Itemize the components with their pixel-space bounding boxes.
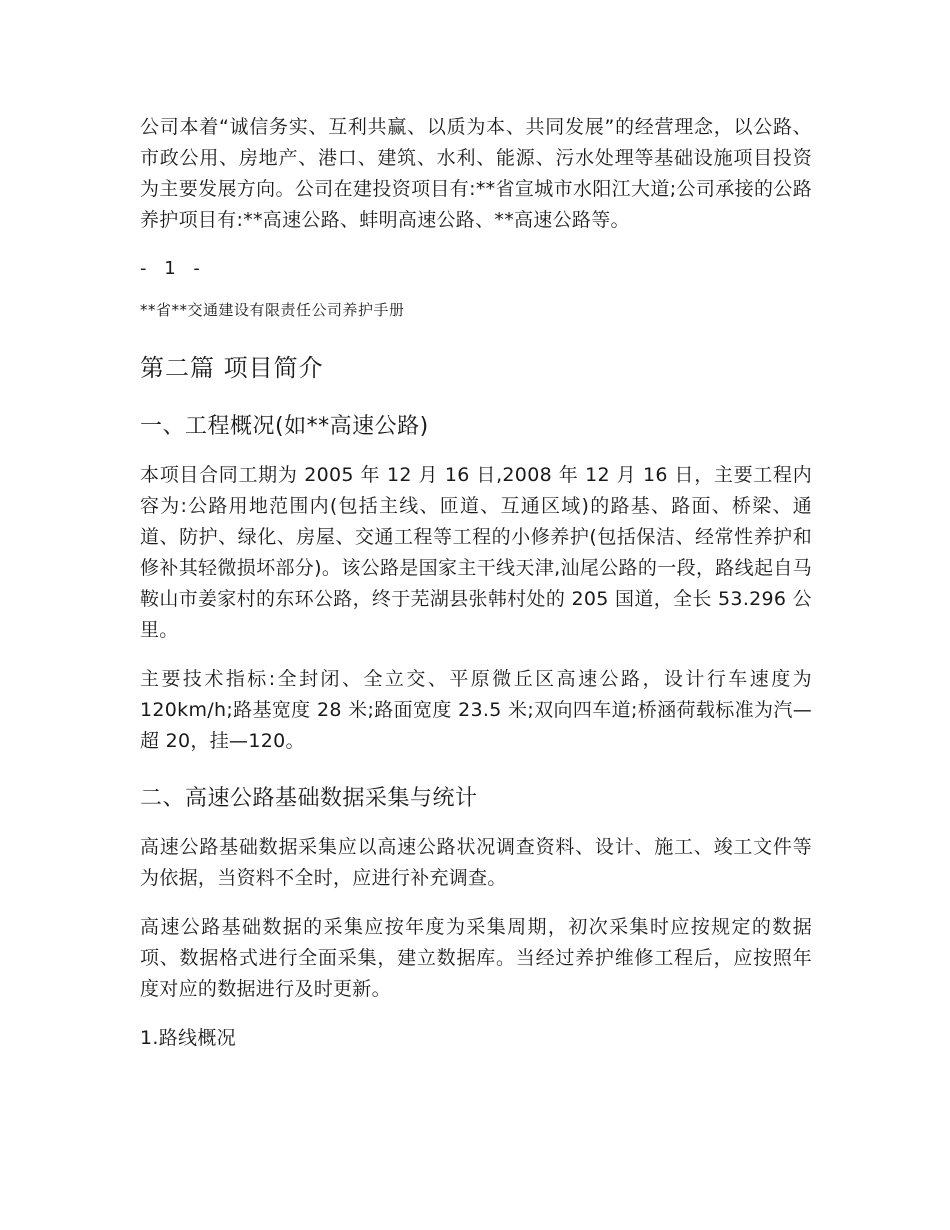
section-2-paragraph-2: 高速公路基础数据的采集应按年度为采集周期，初次采集时应按规定的数据项、数据格式进行全面采集，建立数据库。当经过养护维修工程后，应按照年度对应的数据进行及时更新。 [140, 916, 812, 1000]
page-number: - 1 - [140, 258, 206, 279]
section-1-paragraph-2: 主要技术指标:全封闭、全立交、平原微丘区高速公路，设计行车速度为 120km/h;路基宽度 28 米;路面宽度 23.5 米;双向四车道;桥涵荷载标准为汽—超 20，挂—120。 [140, 668, 812, 752]
section-2-paragraph-1: 高速公路基础数据采集应以高速公路状况调查资料、设计、施工、竣工文件等为依据，当资料不全时，应进行补充调查。 [140, 836, 812, 889]
section-1-title: 一、工程概况(如**高速公路) [140, 414, 429, 439]
running-header: **省**交通建设有限责任公司养护手册 [140, 301, 405, 319]
part-title: 第二篇 项目简介 [140, 354, 324, 382]
section-1-paragraph-1: 本项目合同工期为 2005 年 12 月 16 日,2008 年 12 月 16 日，主要工程内容为:公路用地范围内(包括主线、匝道、互通区域)的路基、路面、桥梁、通道、防护、绿化、房屋、交通工程等工程的小修养护(包括保洁、经常性养护和修补其轻微损坏部分)。该公路是国家主干线天津,汕尾公路的一段，路线起自马鞍山市姜家村的东环公路，终于芜湖县张韩村处的 205 国道，全长 53.296 公里。 [140, 464, 812, 641]
intro-paragraph: 公司本着“诚信务实、互利共赢、以质为本、共同发展”的经营理念，以公路、市政公用、房地产、港口、建筑、水利、能源、污水处理等基础设施项目投资为主要发展方向。公司在建投资项目有:**省宣城市水阳江大道;公司承接的公路养护项目有:**高速公路、蚌明高速公路、**高速公路等。 [140, 116, 812, 231]
subsection-title: 1.路线概况 [140, 1027, 236, 1049]
document-page [140, 112, 812, 1054]
section-2-title: 二、高速公路基础数据采集与统计 [140, 786, 478, 811]
